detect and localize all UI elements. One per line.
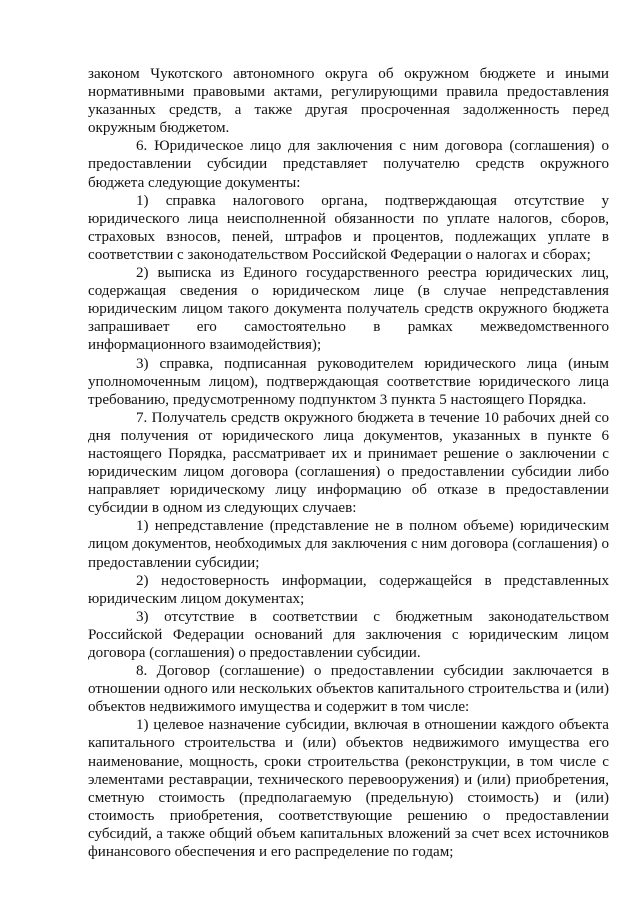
document-page xyxy=(88,65,609,861)
paragraph: законом Чукотского автономного округа об окружном бюджете и иными нормативными правовыми актами, регулирующими правила предоставления указанных средств, а также другая просроченная задолженность перед окружным бюджетом. xyxy=(88,66,609,137)
paragraph: 1) справка налогового органа, подтверждающая отсутствие у юридического лица неисполненной обязанности по уплате налогов, сборов, страховых взносов, пеней, штрафов и процентов, подлежащих уплате в соответствии с законодательством Российской Федерации о налогах и сборах; xyxy=(88,192,609,263)
paragraph: 8. Договор (соглашение) о предоставлении субсидии заключается в отношении одного или нескольких объектов капитального строительства и (или) объектов недвижимого имущества и содержит в том числе: xyxy=(88,663,609,716)
paragraph: 1) непредставление (представление не в полном объеме) юридическим лицом документов, необходимых для заключения с ним договора (соглашения) о предоставлении субсидии; xyxy=(88,518,609,571)
paragraph: 3) отсутствие в соответствии с бюджетным законодательством Российской Федерации оснований для заключения с юридическим лицом договора (соглашения) о предоставлении субсидии. xyxy=(88,608,609,661)
paragraph: 3) справка, подписанная руководителем юридического лица (иным уполномоченным лицом), подтверждающая соответствие юридического лица требованию, предусмотренному подпунктом 3 пункта 5 настоящего Порядка. xyxy=(88,355,609,408)
paragraph: 2) недостоверность информации, содержащейся в представленных юридическим лицом документах; xyxy=(88,572,609,607)
paragraph: 7. Получатель средств окружного бюджета в течение 10 рабочих дней со дня получения от юридического лица документов, указанных в пункте 6 настоящего Порядка, рассматривает их и принимает решение о заключении с юридическим лицом договора (соглашения) о предоставлении субсидии либо направляет юридическому лицу информацию об отказе в предоставлении субсидии в одном из следующих случаев: xyxy=(88,409,609,517)
paragraph: 2) выписка из Единого государственного реестра юридических лиц, содержащая сведения о юридическом лице (в случае непредставления юридическим лицом такого документа получатель средств окружного бюджета запрашивает его самостоятельно в рамках межведомственного информационного взаимодействия); xyxy=(88,265,609,354)
paragraph: 6. Юридическое лицо для заключения с ним договора (соглашения) о предоставлении субсидии представляет получателю средств окружного бюджета следующие документы: xyxy=(88,138,609,191)
paragraph: 1) целевое назначение субсидии, включая в отношении каждого объекта капитального строительства и (или) объектов недвижимого имущества его наименование, мощность, сроки строительства (реконструкции, в том числе с элементами реставрации, технического перевооружения) и (или) приобретения, сметную стоимость (предполагаемую (предельную) стоимость) и (или) стоимость приобретения, соответствующие решению о предоставлении субсидий, а также общий объем капитальных вложений за счет всех источников финансового обеспечения и его распределение по годам; xyxy=(88,717,609,861)
